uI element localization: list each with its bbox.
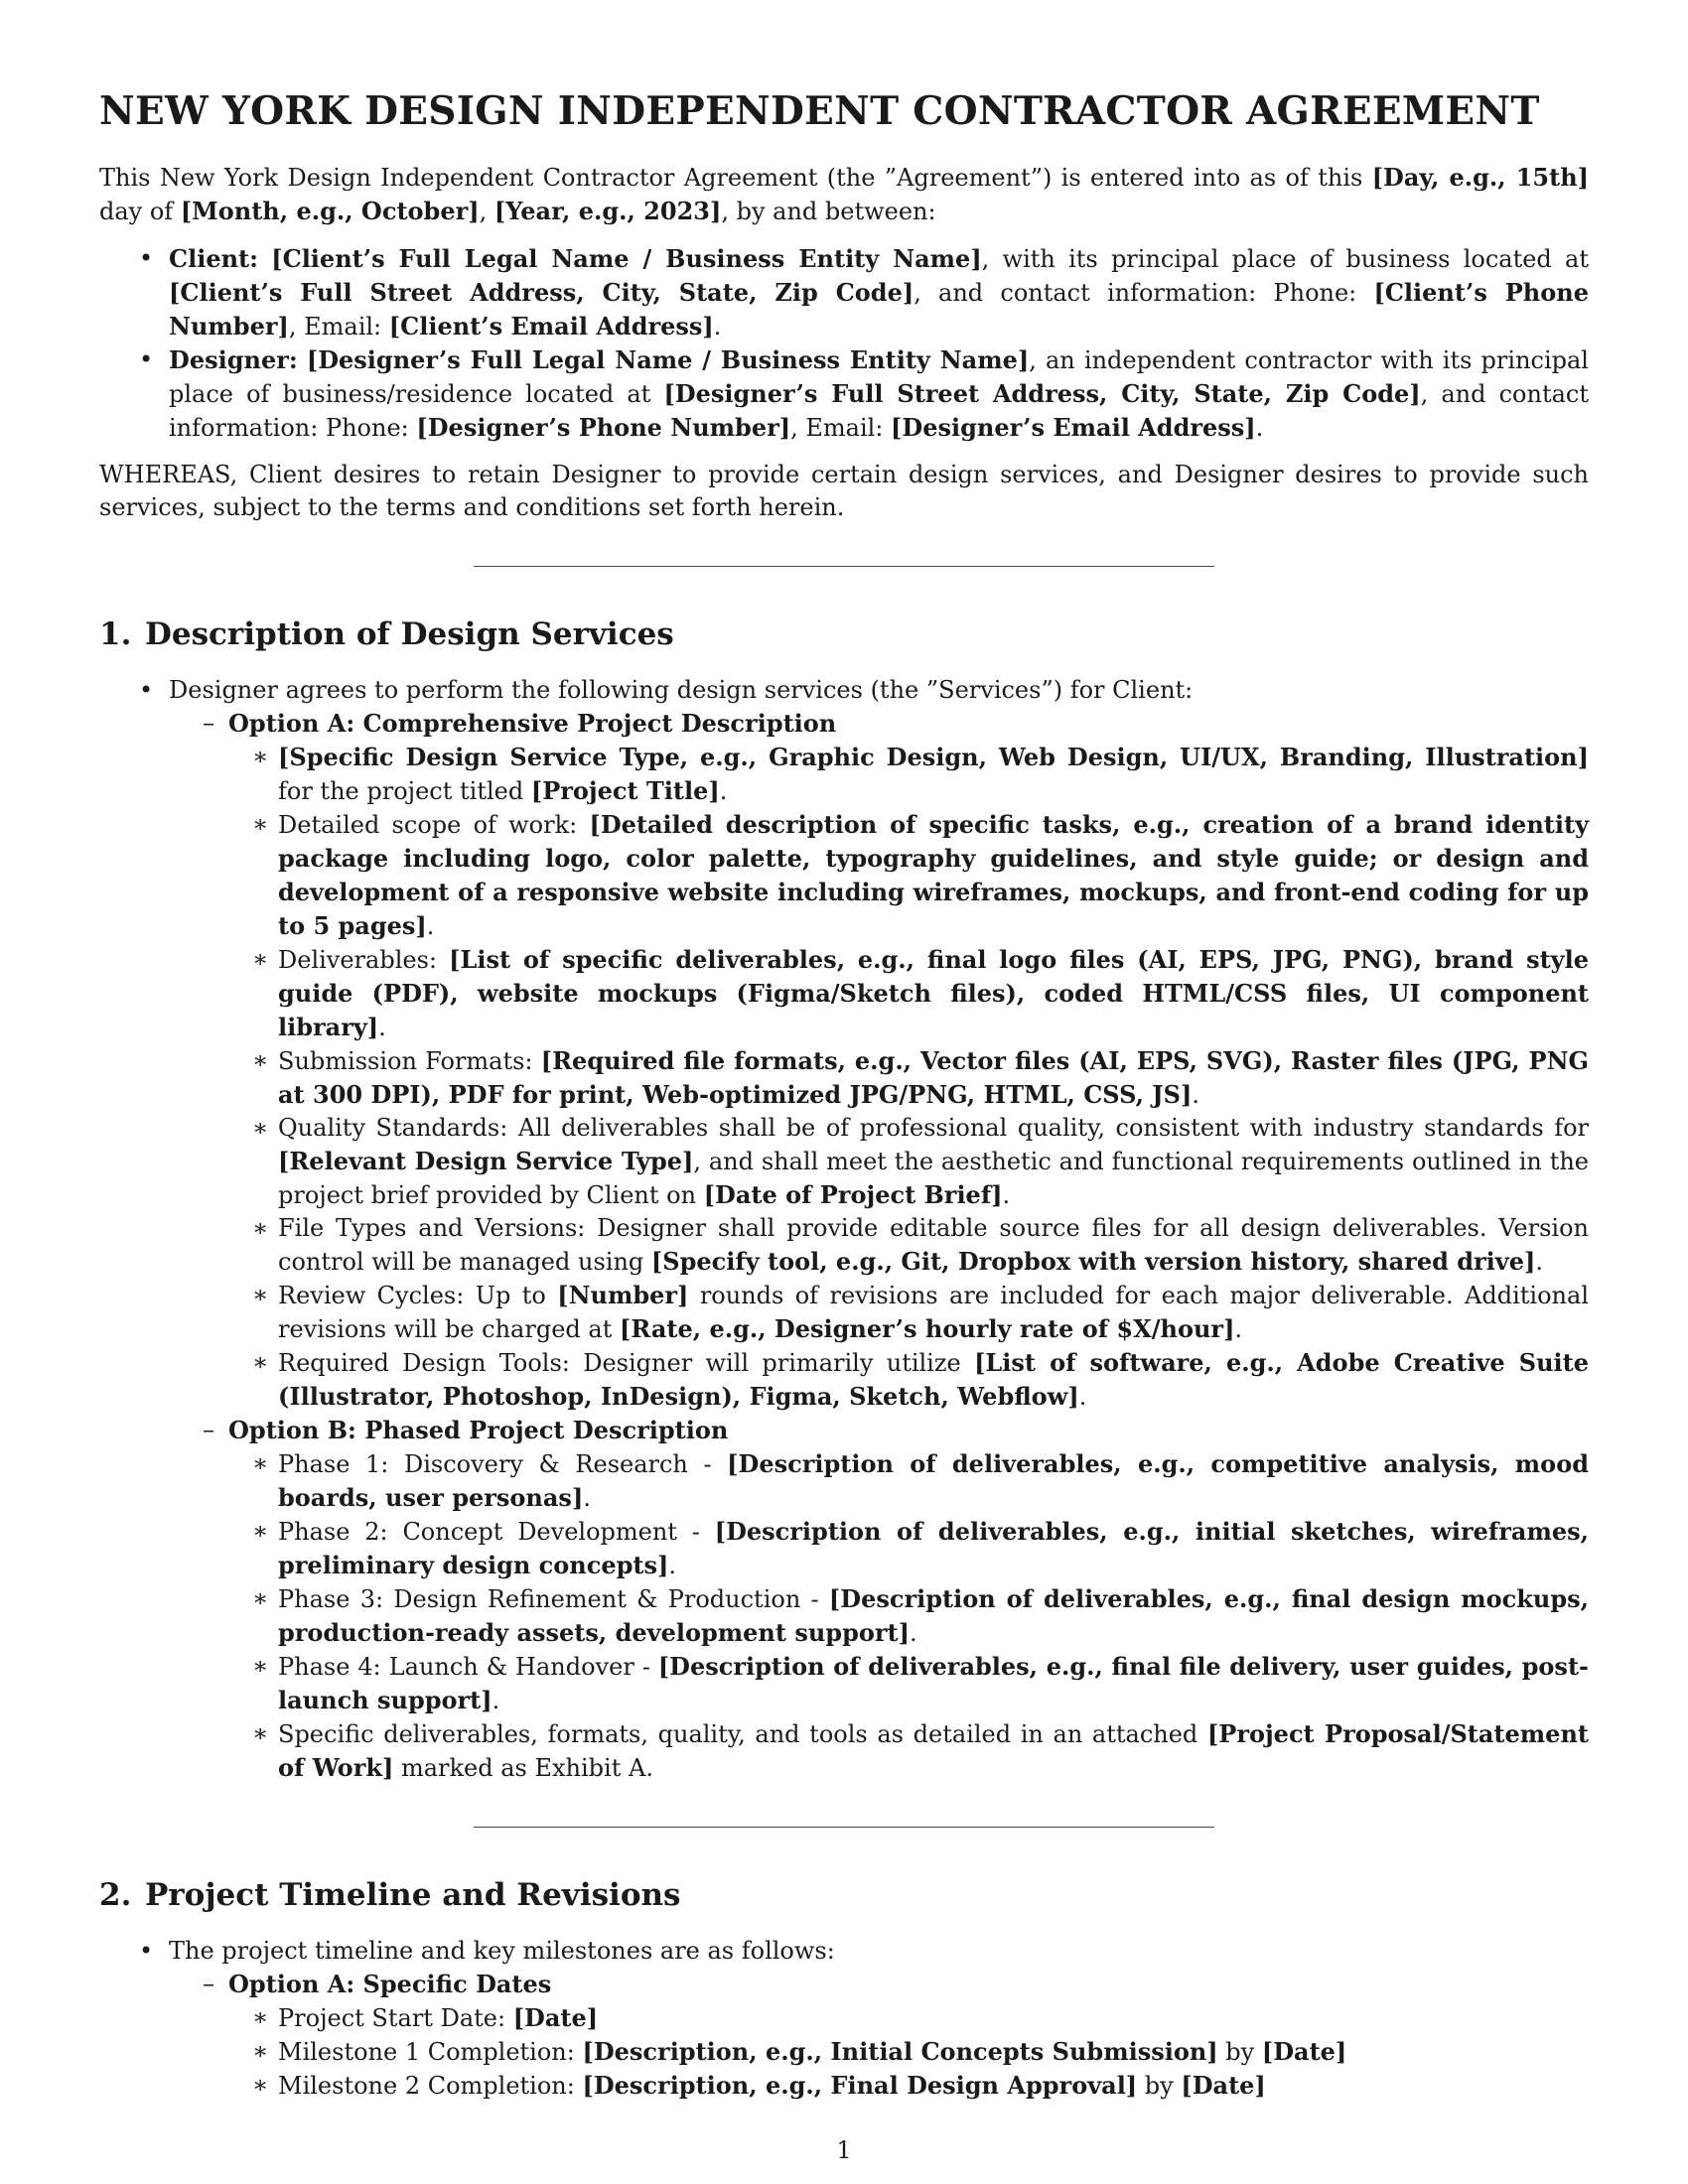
option-b-items (228, 1447, 1589, 1785)
list-item: ∗ File Types and Versions: Designer shall provide editable source files for all design deliverables. Version control will be managed using [Specify tool, e.g., Git, Dropbox with version history, shared drive]. (228, 1212, 1589, 1279)
section-2-list (99, 1935, 1589, 2103)
intro-paragraph: This New York Design Independent Contractor Agreement (the ”Agreement”) is entered into as of this [Day, e.g., 15th] day of [Month, e.g., October], [Year, e.g., 2023], by and between: (99, 163, 1589, 225)
list-item: ∗ Required Design Tools: Designer will primarily utilize [List of software, e.g., Adobe Creative Suite (Illustrator, Photoshop, InDesign), Figma, Sketch, Webflow]. (228, 1346, 1589, 1414)
list-item: ∗ [Specific Design Service Type, e.g., Graphic Design, Web Design, UI/UX, Branding, Illustration] for the project titled [Project Title]. (228, 741, 1589, 808)
party-designer: • Designer: [Designer’s Full Legal Name / Business Entity Name], an independent contractor with its principal place of business/residence located at [Designer’s Full Street Address, City, State, Zip Code], and contact information: Phone: [Designer’s Phone Number], Email: [Designer’s Email Address]. (99, 343, 1589, 445)
section-1-intro: • Designer agrees to perform the following design services (the ”Services”) for Client: – Option A: Comprehensive Project Description ∗ [Specific Design Service Type, e.g., Graphic Design, Web Design, UI/UX, Branding, Illustration] for the project titled [Project Title]. ∗ Detailed scope of work: [Detailed description of specific tasks, e.g., creation of a brand identity package including logo, color palette, typography guidelines, and style guide; or design and development of a responsive website including wireframes, mockups, and front-end coding for up to 5 pages]. ∗ Deliverables: [List of specific deliverables, e.g., final logo files (AI, EPS, JPG, PNG), brand style guide (PDF), website mockups (Figma/Sketch files), coded HTML/CSS files, UI component library]. ∗ Submission Formats: [Required file formats, e.g., Vector files (AI, EPS, SVG), Raster files (JPG, PNG at 300 DPI), PDF for print, Web-optimized JPG/PNG, HTML, CSS, JS]. ∗ Quality Standards: All deliverables shall be of professional quality, consistent with industry standards for [Relevant Design Service Type], and shall meet the aesthetic and functional requirements outlined in the project brief provided by Client on [Date of Project Brief]. ∗ File Types and Versions: Designer shall provide editable source files for all design deliverables. Version control will be managed using [Specify tool, e.g., Git, Dropbox with version history, shared drive]. ∗ Review Cycles: Up to [Number] rounds of revisions are included for each major deliverable. Additional revisions will be charged at [Rate, e.g., Designer’s hourly rate of $X/hour]. ∗ Required Design Tools: Designer will primarily utilize [List of software, e.g., Adobe Creative Suite (Illustrator, Photoshop, InDesign), Figma, Sketch, Webflow]. – Option B: Phased Project Description ∗ Phase 1: Discovery & Research - [Description of deliverables, e.g., competitive analysis, mood boards, user personas]. ∗ Phase 2: Concept Development - [Description of deliverables, e.g., initial sketches, wireframes, preliminary design concepts]. ∗ Phase 3: Design Refinement & Production - [Description of deliverables, e.g., final design mockups, production-ready assets, development support]. ∗ Phase 4: Launch & Handover - [Description of deliverables, e.g., final file delivery, user guides, post-launch support]. ∗ Specific deliverables, formats, quality, and tools as detailed in an attached [Project Proposal/Statement of Work] marked as Exhibit A. (99, 674, 1589, 1785)
document-title: NEW YORK DESIGN INDEPENDENT CONTRACTOR AGREEMENT (99, 88, 1540, 134)
list-item: ∗ Phase 1: Discovery & Research - [Description of deliverables, e.g., competitive analysis, mood boards, user personas]. (228, 1447, 1589, 1515)
list-item: ∗ Review Cycles: Up to [Number] rounds of revisions are included for each major deliverable. Additional revisions will be charged at [Rate, e.g., Designer’s hourly rate of $X/hour]. (228, 1279, 1589, 1346)
list-item: ∗ Phase 4: Launch & Handover - [Description of deliverables, e.g., final file delivery, user guides, post-launch support]. (228, 1650, 1589, 1717)
page-number: 1 (836, 2136, 852, 2164)
list-item: ∗ Specific deliverables, formats, quality, and tools as detailed in an attached [Project Proposal/Statement of Work] marked as Exhibit A. (228, 1717, 1589, 1785)
section-2-heading: 2. Project Timeline and Revisions (99, 1877, 681, 1913)
list-item: ∗ Submission Formats: [Required file formats, e.g., Vector files (AI, EPS, SVG), Raster files (JPG, PNG at 300 DPI), PDF for print, Web-optimized JPG/PNG, HTML, CSS, JS]. (228, 1044, 1589, 1112)
list-item: ∗ Project Start Date: [Date] (228, 2001, 1589, 2035)
section-1-options (169, 707, 1589, 1785)
list-item: ∗ Phase 3: Design Refinement & Production - [Description of deliverables, e.g., final design mockups, production-ready assets, development support]. (228, 1582, 1589, 1650)
section-2-option-a: – Option A: Specific Dates ∗ Project Start Date: [Date] ∗ Milestone 1 Completion: [Description, e.g., Initial Concepts Submission] by [Date] ∗ Milestone 2 Completion: [Description, e.g., Final Design Approval] by [Date] (169, 1968, 1589, 2103)
section-divider (474, 566, 1214, 567)
list-item: ∗ Milestone 2 Completion: [Description, e.g., Final Design Approval] by [Date] (228, 2069, 1589, 2103)
list-item: ∗ Deliverables: [List of specific deliverables, e.g., final logo files (AI, EPS, JPG, PNG), brand style guide (PDF), website mockups (Figma/Sketch files), coded HTML/CSS files, UI component library]. (228, 943, 1589, 1044)
list-item: ∗ Quality Standards: All deliverables shall be of professional quality, consistent with industry standards for [Relevant Design Service Type], and shall meet the aesthetic and functional requirements outlined in the project brief provided by Client on [Date of Project Brief]. (228, 1112, 1589, 1212)
party-client: • Client: [Client’s Full Legal Name / Business Entity Name], with its principal place of business located at [Client’s Full Street Address, City, State, Zip Code], and contact information: Phone: [Client’s Phone Number], Email: [Client’s Email Address]. (99, 242, 1589, 343)
section-2-options (169, 1968, 1589, 2103)
document-body (99, 87, 1589, 2103)
section-2-intro: • The project timeline and key milestones are as follows: – Option A: Specific Dates ∗ Project Start Date: [Date] ∗ Milestone 1 Completion: [Description, e.g., Initial Concepts Submission] by [Date] ∗ Milestone 2 Completion: [Description, e.g., Final Design Approval] by [Date] (99, 1935, 1589, 2103)
list-item: ∗ Detailed scope of work: [Detailed description of specific tasks, e.g., creation of a brand identity package including logo, color palette, typography guidelines, and style guide; or design and development of a responsive website including wireframes, mockups, and front-end coding for up to 5 pages]. (228, 808, 1589, 943)
list-item: ∗ Milestone 1 Completion: [Description, e.g., Initial Concepts Submission] by [Date] (228, 2035, 1589, 2069)
timeline-items (228, 2001, 1589, 2103)
section-1-option-a: – Option A: Comprehensive Project Description ∗ [Specific Design Service Type, e.g., Graphic Design, Web Design, UI/UX, Branding, Illustration] for the project titled [Project Title]. ∗ Detailed scope of work: [Detailed description of specific tasks, e.g., creation of a brand identity package including logo, color palette, typography guidelines, and style guide; or design and development of a responsive website including wireframes, mockups, and front-end coding for up to 5 pages]. ∗ Deliverables: [List of specific deliverables, e.g., final logo files (AI, EPS, JPG, PNG), brand style guide (PDF), website mockups (Figma/Sketch files), coded HTML/CSS files, UI component library]. ∗ Submission Formats: [Required file formats, e.g., Vector files (AI, EPS, SVG), Raster files (JPG, PNG at 300 DPI), PDF for print, Web-optimized JPG/PNG, HTML, CSS, JS]. ∗ Quality Standards: All deliverables shall be of professional quality, consistent with industry standards for [Relevant Design Service Type], and shall meet the aesthetic and functional requirements outlined in the project brief provided by Client on [Date of Project Brief]. ∗ File Types and Versions: Designer shall provide editable source files for all design deliverables. Version control will be managed using [Specify tool, e.g., Git, Dropbox with version history, shared drive]. ∗ Review Cycles: Up to [Number] rounds of revisions are included for each major deliverable. Additional revisions will be charged at [Rate, e.g., Designer’s hourly rate of $X/hour]. ∗ Required Design Tools: Designer will primarily utilize [List of software, e.g., Adobe Creative Suite (Illustrator, Photoshop, InDesign), Figma, Sketch, Webflow]. (169, 707, 1589, 1414)
option-a-items (228, 741, 1589, 1414)
section-divider (474, 1827, 1214, 1828)
section-1-heading: 1. Description of Design Services (99, 616, 674, 652)
parties-list (99, 242, 1589, 445)
whereas-paragraph: WHEREAS, Client desires to retain Designer to provide certain design services, and Designer desires to provide such services, subject to the terms and conditions set forth herein. (99, 461, 1589, 521)
section-1-list (99, 674, 1589, 1785)
section-1-option-b: – Option B: Phased Project Description ∗ Phase 1: Discovery & Research - [Description of deliverables, e.g., competitive analysis, mood boards, user personas]. ∗ Phase 2: Concept Development - [Description of deliverables, e.g., initial sketches, wireframes, preliminary design concepts]. ∗ Phase 3: Design Refinement & Production - [Description of deliverables, e.g., final design mockups, production-ready assets, development support]. ∗ Phase 4: Launch & Handover - [Description of deliverables, e.g., final file delivery, user guides, post-launch support]. ∗ Specific deliverables, formats, quality, and tools as detailed in an attached [Project Proposal/Statement of Work] marked as Exhibit A. (169, 1414, 1589, 1785)
list-item: ∗ Phase 2: Concept Development - [Description of deliverables, e.g., initial sketches, wireframes, preliminary design concepts]. (228, 1515, 1589, 1582)
